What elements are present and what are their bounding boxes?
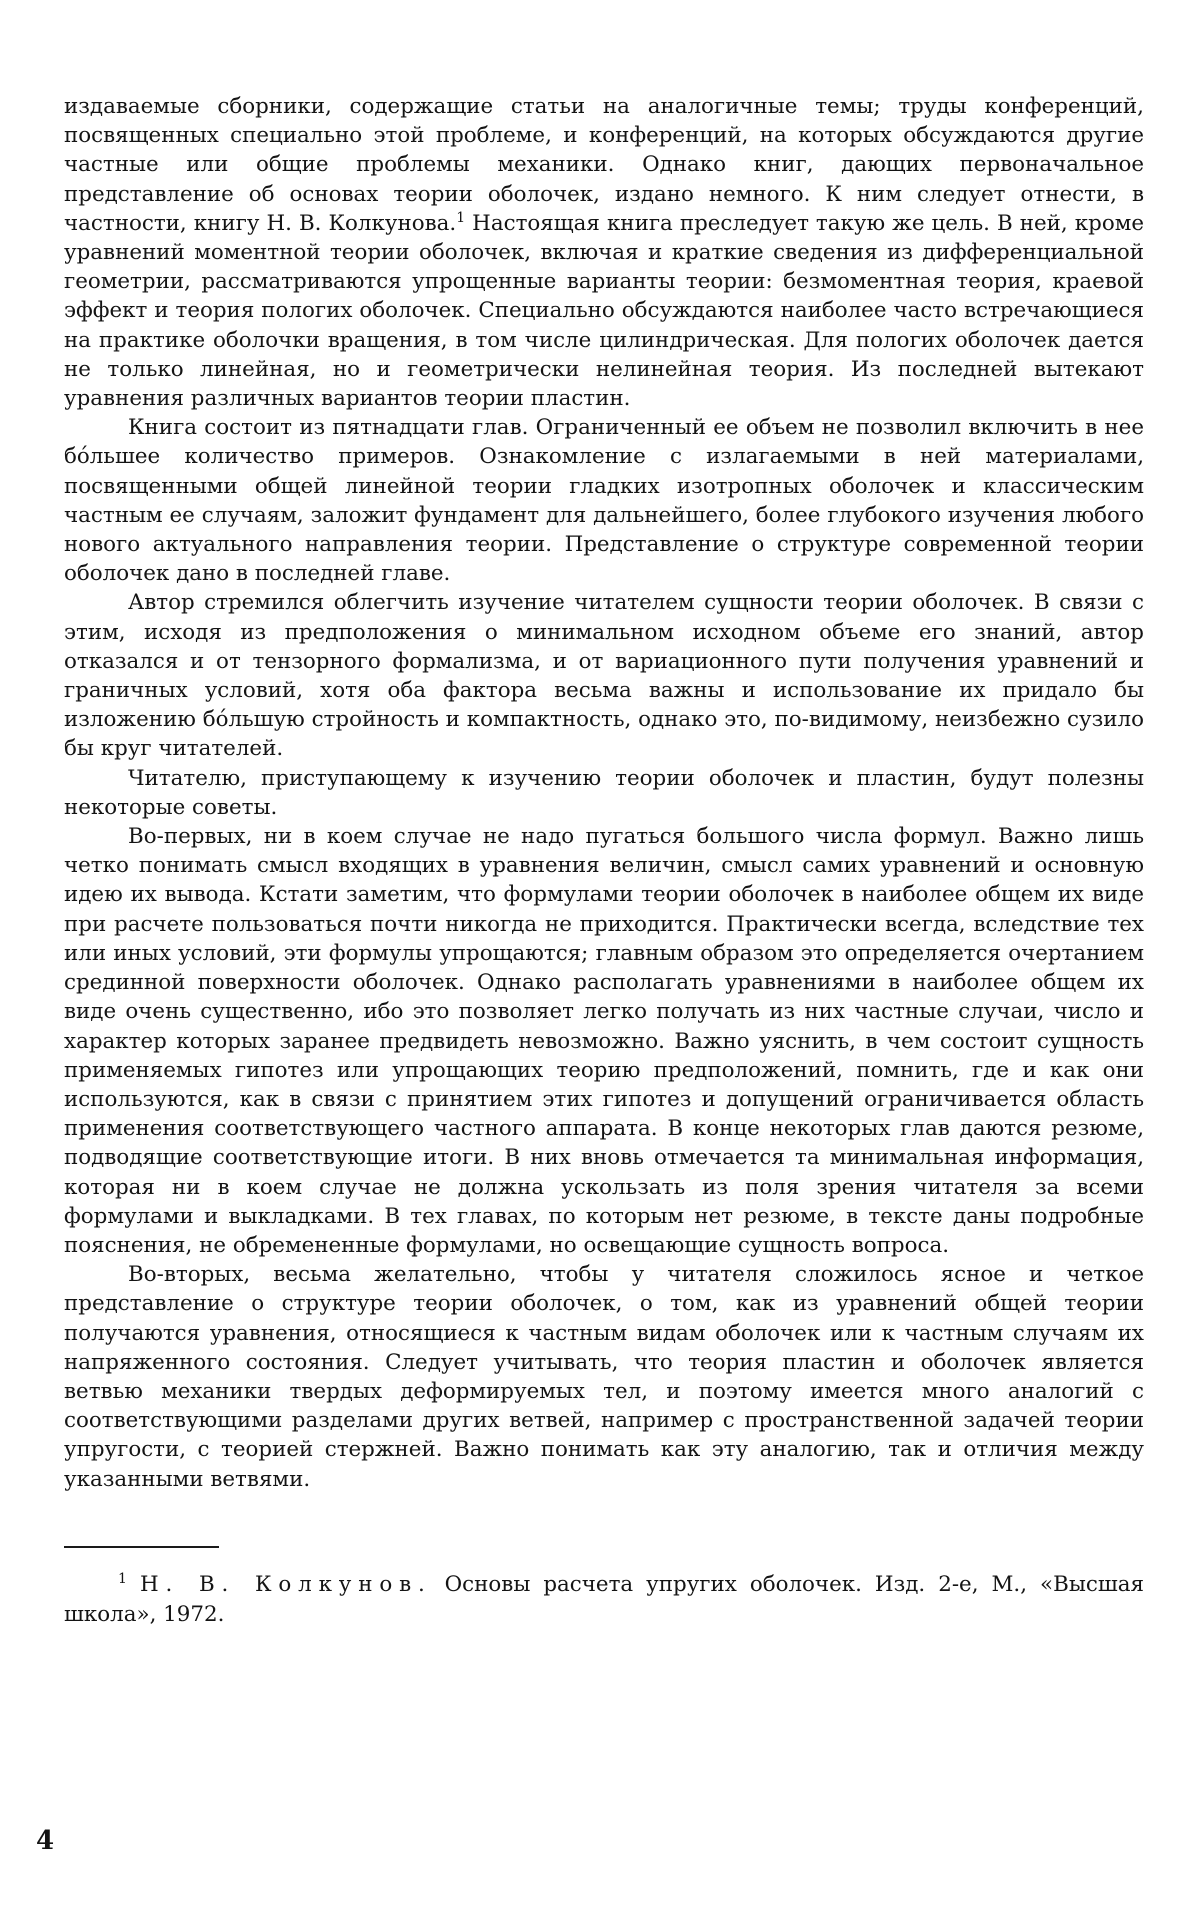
footnote-mark: 1 [118, 1570, 127, 1587]
paragraph: Во-вторых, весьма желательно, чтобы у читателя сложилось ясное и четкое представление о структуре теории оболочек, о том, как из уравнений общей теории получаются уравнения, относящиеся к частным видам оболочек или к частным случаям их напряженного состояния. Следует учитывать, что теория пластин и оболочек является ветвью механики твердых деформируемых тел, и поэтому имеется много аналогий с соответствующими разделами других ветвей, например с пространственной задачей теории упругости, с теорией стержней. Важно понимать как эту аналогию, так и отличия между указанными ветвями. [64, 1262, 1144, 1492]
paragraph-text: издаваемые сборники, содержащие статьи на аналогичные темы; труды конференций, посвященных специально этой проблеме, и конференций, на которых обсуждаются другие частные или общие проблемы механики. Однако книг, дающих первоначальное представление об основах теории оболочек, издано немного. К ним следует отнести, в частности, книгу Н. В. Колкунова. [64, 94, 1144, 236]
page-number: 4 [36, 1826, 55, 1856]
paragraph: Автор стремился облегчить изучение читателем сущности теории оболочек. В связи с этим, исходя из предположения о минимальном исходном объеме его знаний, автор отказался и от тензорного формализма, и от вариационного пути получения уравнений и граничных условий, хотя оба фактора весьма важны и использование их придало бы изложению бо́льшую стройность и компактность, однако это, по-видимому, неизбежно сузило бы круг читателей. [64, 590, 1144, 762]
paragraph: Во-первых, ни в коем случае не надо пугаться большого числа формул. Важно лишь четко понимать смысл входящих в уравнения величин, смысл самих уравнений и основную идею их вывода. Кстати заметим, что формулами теории оболочек в наиболее общем их виде при расчете пользоваться почти никогда не приходится. Практически всегда, вследствие тех или иных условий, эти формулы упрощаются; главным образом это определяется очертанием срединной поверхности оболочек. Однако располагать уравнениями в наиболее общем их виде очень существенно, ибо это позволяет легко получать из них частные случаи, число и характер которых заранее предвидеть невозможно. Важно уяснить, в чем состоит сущность применяемых гипотез или упрощающих теорию предположений, помнить, где и как они используются, как в связи с принятием этих гипотез и допущений ограничивается область применения соответствующего частного аппарата. В конце некоторых глав даются резюме, подводящие соответствующие итоги. В них вновь отмечается та минимальная информация, которая ни в коем случае не должна ускользать из поля зрения читателя за всеми формулами и выкладками. В тех главах, по которым нет резюме, в тексте даны подробные пояснения, не обремененные формулами, но освещающие сущность вопроса. [64, 824, 1144, 1258]
body-text [64, 92, 1144, 1494]
footnote-author: Н. В. Колкунов. [139, 1571, 432, 1597]
footnote-reference: 1 [456, 209, 466, 226]
paragraph: Читателю, приступающему к изучению теории оболочек и пластин, будут полезны некоторые советы. [64, 765, 1144, 820]
paragraph-continuation [64, 92, 1144, 413]
footnote-text: Основы расчета упругих оболочек. Изд. 2-е, М., «Высшая школа», 1972. [64, 1571, 1144, 1627]
paragraph-text: Настоящая книга преследует такую же цель. В ней, кроме уравнений моментной теории оболочек, включая и краткие сведения из дифференциальной геометрии, рассматриваются упрощенные варианты теории: безмоментная теория, краевой эффект и теория пологих оболочек. Специально обсуждаются наиболее часто встречающиеся на практике оболочки вращения, в том числе цилиндрическая. Для пологих оболочек дается не только линейная, но и геометрически нелинейная теория. Из последней вытекают уравнения различных вариантов теории пластин. [64, 210, 1144, 412]
page-content [64, 92, 1144, 1651]
footnote [64, 1570, 1144, 1630]
footnote-divider [64, 1546, 219, 1548]
paragraph: Книга состоит из пятнадцати глав. Ограниченный ее объем не позволил включить в нее бо́льшее количество примеров. Ознакомление с излагаемыми в ней материалами, посвященными общей линейной теории гладких изотропных оболочек и классическим частным ее случаям, заложит фундамент для дальнейшего, более глубокого изучения любого нового актуального направления теории. Представление о структуре современной теории оболочек дано в последней главе. [64, 415, 1144, 587]
